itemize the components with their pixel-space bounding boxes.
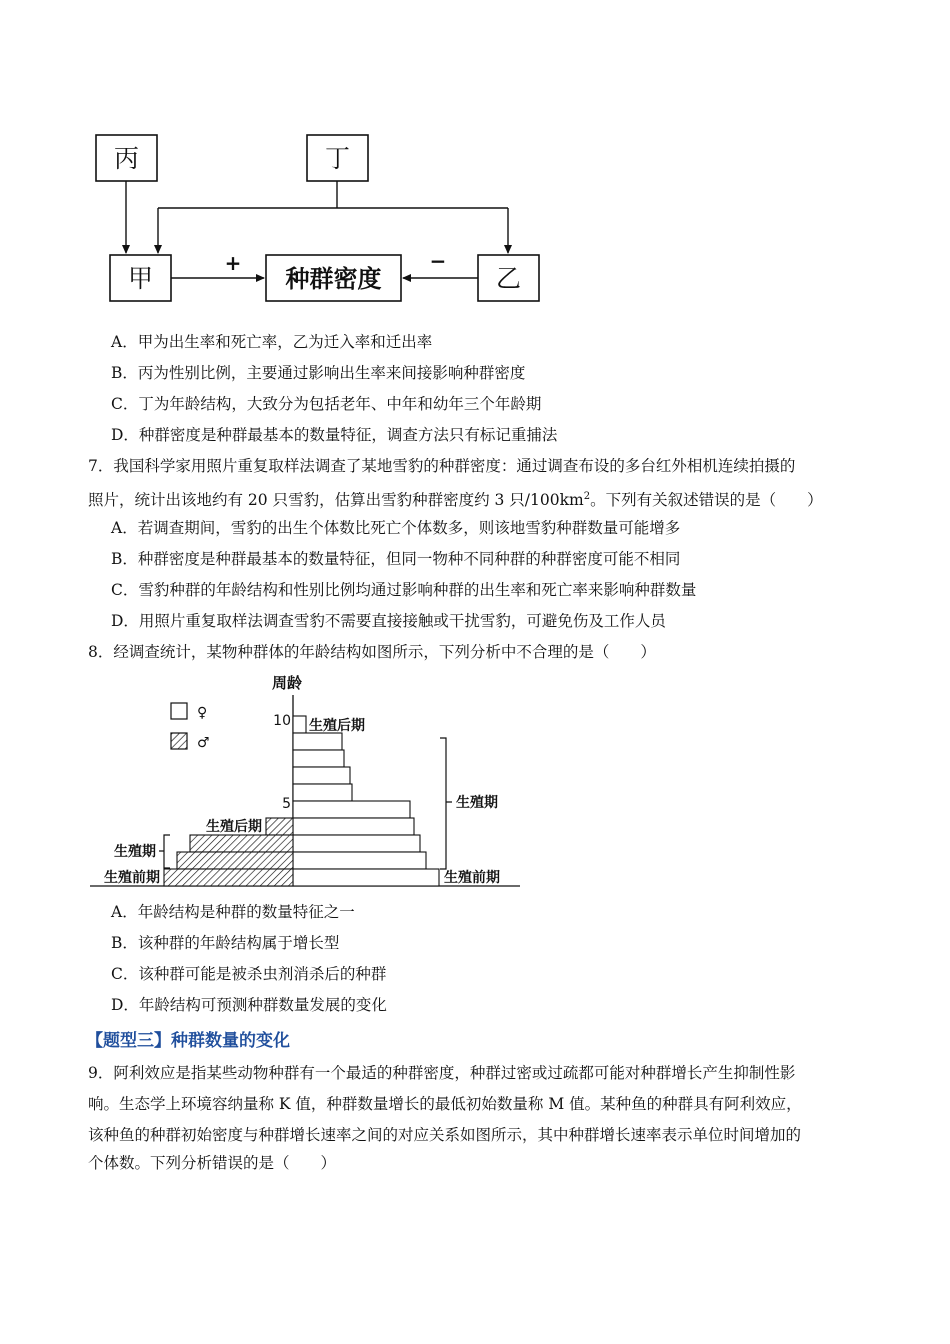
q7-line2-text: 照片，统计出该地约有 20 只雪豹，估算出雪豹种群密度约 3 只/100km	[88, 491, 584, 510]
right-label-pre: 生殖前期	[444, 870, 500, 886]
q9-line4: 个体数。下列分析错误的是（ ）	[88, 1154, 337, 1172]
q8-option-c: C．该种群可能是被杀虫剂消杀后的种群	[111, 965, 387, 983]
left-label-post: 生殖后期	[206, 819, 262, 835]
q7-option-a: A．若调查期间，雪豹的出生个体数比死亡个体数多，则该地雪豹种群数量可能增多	[111, 519, 681, 537]
female-bar-1	[293, 869, 439, 886]
left-label-repro: 生殖期	[114, 844, 156, 860]
q9-line2: 响。生态学上环境容纳量称 K 值，种群数量增长的最低初始数量称 M 值。某种鱼的种群具有阿利效应，	[88, 1095, 802, 1113]
label-density: 种群密度	[285, 265, 382, 293]
tick-10: 10	[273, 713, 291, 729]
left-brace-repro	[159, 835, 170, 868]
male-bar-3	[190, 835, 293, 852]
q7-line2-end: 。下列有关叙述错误的是（ ）	[590, 491, 823, 510]
female-bar-9	[293, 733, 342, 750]
sign-minus: −	[429, 249, 447, 273]
female-bar-7	[293, 767, 350, 784]
right-brace-repro	[440, 738, 452, 869]
q7-option-b: B．种群密度是种群最基本的数量特征，但同一物种不同种群的种群密度可能不相同	[111, 550, 681, 568]
male-bar-1	[164, 869, 293, 886]
section-heading: 【题型三】种群数量的变化	[86, 1031, 290, 1051]
female-bar-2	[293, 852, 426, 869]
y-axis-label: 周龄	[271, 674, 303, 692]
q8-stem: 8．经调查统计，某物种群体的年龄结构如图所示，下列分析中不合理的是（ ）	[88, 643, 656, 661]
label-bing: 丙	[113, 144, 140, 173]
label-ding: 丁	[324, 144, 351, 173]
q8-option-d: D．年龄结构可预测种群数量发展的变化	[111, 996, 387, 1014]
legend-female-swatch	[171, 703, 187, 719]
q6-option-b: B．丙为性别比例，主要通过影响出生率来间接影响种群密度	[111, 364, 526, 382]
female-bar-3	[293, 835, 420, 852]
female-bar-8	[293, 750, 344, 767]
tick-5: 5	[282, 796, 291, 812]
q7-superscript: 2	[583, 491, 591, 502]
label-jia: 甲	[127, 264, 154, 293]
q8-option-b: B．该种群的年龄结构属于增长型	[111, 934, 340, 952]
female-bar-6	[293, 784, 352, 801]
legend-male-symbol: ♂	[197, 735, 210, 751]
q9-line3: 该种鱼的种群初始密度与种群增长速率之间的对应关系如图所示，其中种群增长速率表示单位时间增加的	[88, 1126, 802, 1144]
right-label-repro: 生殖期	[456, 795, 498, 811]
left-label-pre: 生殖前期	[104, 870, 160, 886]
female-bar-4	[293, 818, 414, 835]
population-density-diagram	[0, 0, 950, 320]
q7-option-c: C．雪豹种群的年龄结构和性别比例均通过影响种群的出生率和死亡率来影响种群数量	[111, 581, 697, 599]
q6-option-a: A．甲为出生率和死亡率，乙为迁入率和迁出率	[111, 333, 433, 351]
male-bar-4	[266, 818, 293, 835]
male-bar-2	[177, 852, 293, 869]
q7-stem-line2	[88, 487, 823, 510]
female-bar-5	[293, 801, 410, 818]
legend-male-swatch	[171, 733, 187, 749]
q6-option-c: C．丁为年龄结构，大致分为包括老年、中年和幼年三个年龄期	[111, 395, 542, 413]
legend-female-symbol: ♀	[197, 705, 208, 721]
age-pyramid-figure	[0, 665, 950, 895]
right-label-post: 生殖后期	[309, 718, 365, 734]
q9-line1: 9．阿利效应是指某些动物种群有一个最适的种群密度，种群过密或过疏都可能对种群增长产生抑制性影	[88, 1064, 796, 1082]
label-yi: 乙	[495, 264, 522, 293]
female-bar-10	[293, 716, 306, 733]
q7-option-d: D．用照片重复取样法调查雪豹不需要直接接触或干扰雪豹，可避免伤及工作人员	[111, 612, 666, 630]
sign-plus: +	[224, 251, 242, 275]
q6-option-d: D．种群密度是种群最基本的数量特征，调查方法只有标记重捕法	[111, 426, 558, 444]
q8-option-a: A．年龄结构是种群的数量特征之一	[111, 903, 355, 921]
q7-stem-line1: 7．我国科学家用照片重复取样法调查了某地雪豹的种群密度：通过调查布设的多台红外相机连续拍摄的	[88, 457, 796, 475]
